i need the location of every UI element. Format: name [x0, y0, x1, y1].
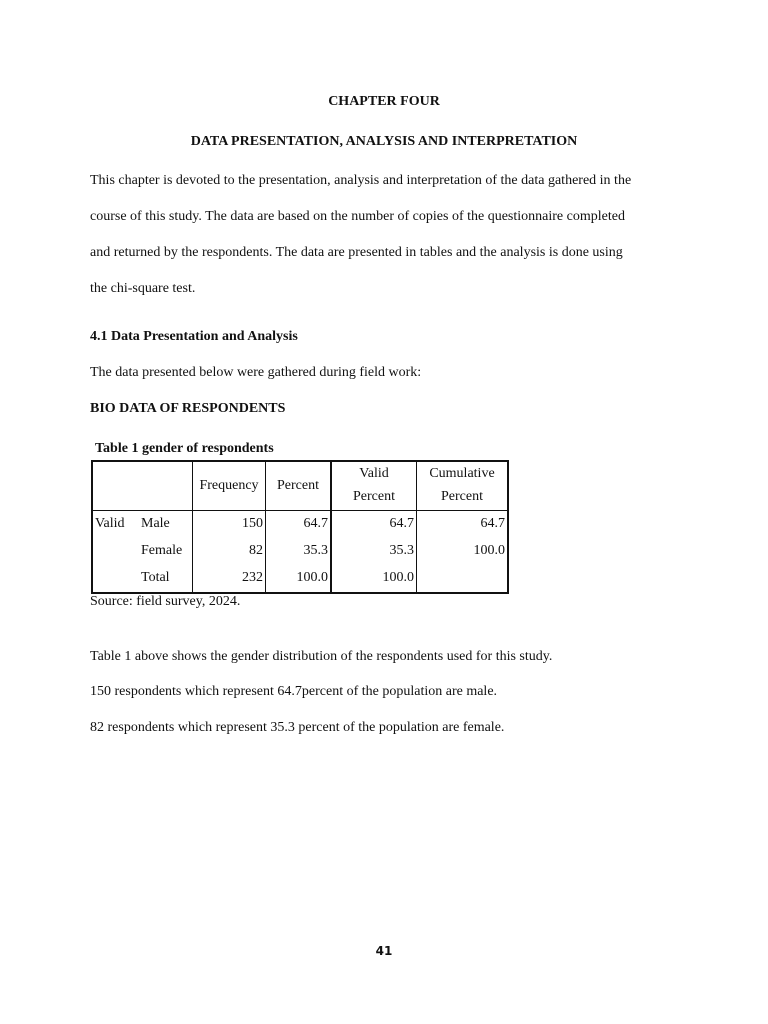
- cell-cumulative-percent: 100.0: [473, 543, 505, 559]
- group-label: Valid: [95, 516, 125, 532]
- cell-cumulative-percent: [417, 565, 509, 593]
- cell-percent: 64.7: [266, 511, 332, 539]
- finding-line: Table 1 above shows the gender distribution of the respondents used for this study.: [90, 649, 553, 664]
- cell-frequency: 150: [193, 511, 266, 539]
- page-number: 41: [375, 944, 393, 958]
- cell-percent: 100.0: [266, 565, 332, 593]
- chapter-subtitle: DATA PRESENTATION, ANALYSIS AND INTERPRETATION: [190, 134, 578, 149]
- header-frequency: Frequency: [193, 461, 266, 511]
- table-row: [92, 565, 508, 593]
- header-blank-cell: [92, 461, 193, 511]
- cell-valid-percent: 100.0: [331, 565, 417, 593]
- cell-valid-percent: 64.7: [331, 511, 417, 539]
- header-valid-percent-line2: Percent: [353, 489, 395, 504]
- cell-valid-percent: 35.3: [331, 538, 417, 565]
- cell-frequency: 232: [193, 565, 266, 593]
- chapter-title: CHAPTER FOUR: [328, 94, 440, 109]
- bio-data-heading: BIO DATA OF RESPONDENTS: [90, 401, 286, 416]
- cell-cumulative-percent: 64.7: [480, 516, 505, 532]
- section-heading: 4.1 Data Presentation and Analysis: [90, 329, 298, 344]
- cell-percent: 35.3: [266, 538, 332, 565]
- header-valid-percent: [331, 461, 417, 511]
- finding-line: 150 respondents which represent 64.7percent of the population are male.: [90, 684, 498, 699]
- header-cumulative-line2: Percent: [441, 489, 483, 504]
- table-header-row: [92, 461, 508, 511]
- intro-line: the chi-square test.: [90, 281, 196, 296]
- row-label: Female: [139, 538, 193, 565]
- table-row: [92, 511, 508, 539]
- table-source: Source: field survey, 2024.: [90, 594, 241, 609]
- intro-line: course of this study. The data are based on the number of copies of the questionnaire completed: [90, 209, 625, 224]
- finding-line: 82 respondents which represent 35.3 percent of the population are female.: [90, 720, 505, 735]
- cell-frequency: 82: [193, 538, 266, 565]
- intro-line: and returned by the respondents. The data are presented in tables and the analysis is done using: [90, 245, 623, 260]
- row-label: Male: [139, 511, 193, 539]
- header-valid-percent-line1: Valid: [359, 466, 389, 482]
- header-cumulative-line1: Cumulative: [429, 466, 495, 482]
- header-cumulative-percent: [417, 461, 509, 511]
- group-label-empty: [92, 565, 139, 593]
- section-intro: The data presented below were gathered during field work:: [90, 365, 422, 380]
- table-row: [92, 538, 508, 565]
- intro-line: This chapter is devoted to the presentation, analysis and interpretation of the data gathered in the: [90, 173, 632, 188]
- group-label-empty: [92, 538, 139, 565]
- gender-table: [91, 460, 509, 594]
- table-caption: Table 1 gender of respondents: [95, 441, 274, 456]
- header-percent: Percent: [266, 461, 332, 511]
- row-label: Total: [139, 565, 193, 593]
